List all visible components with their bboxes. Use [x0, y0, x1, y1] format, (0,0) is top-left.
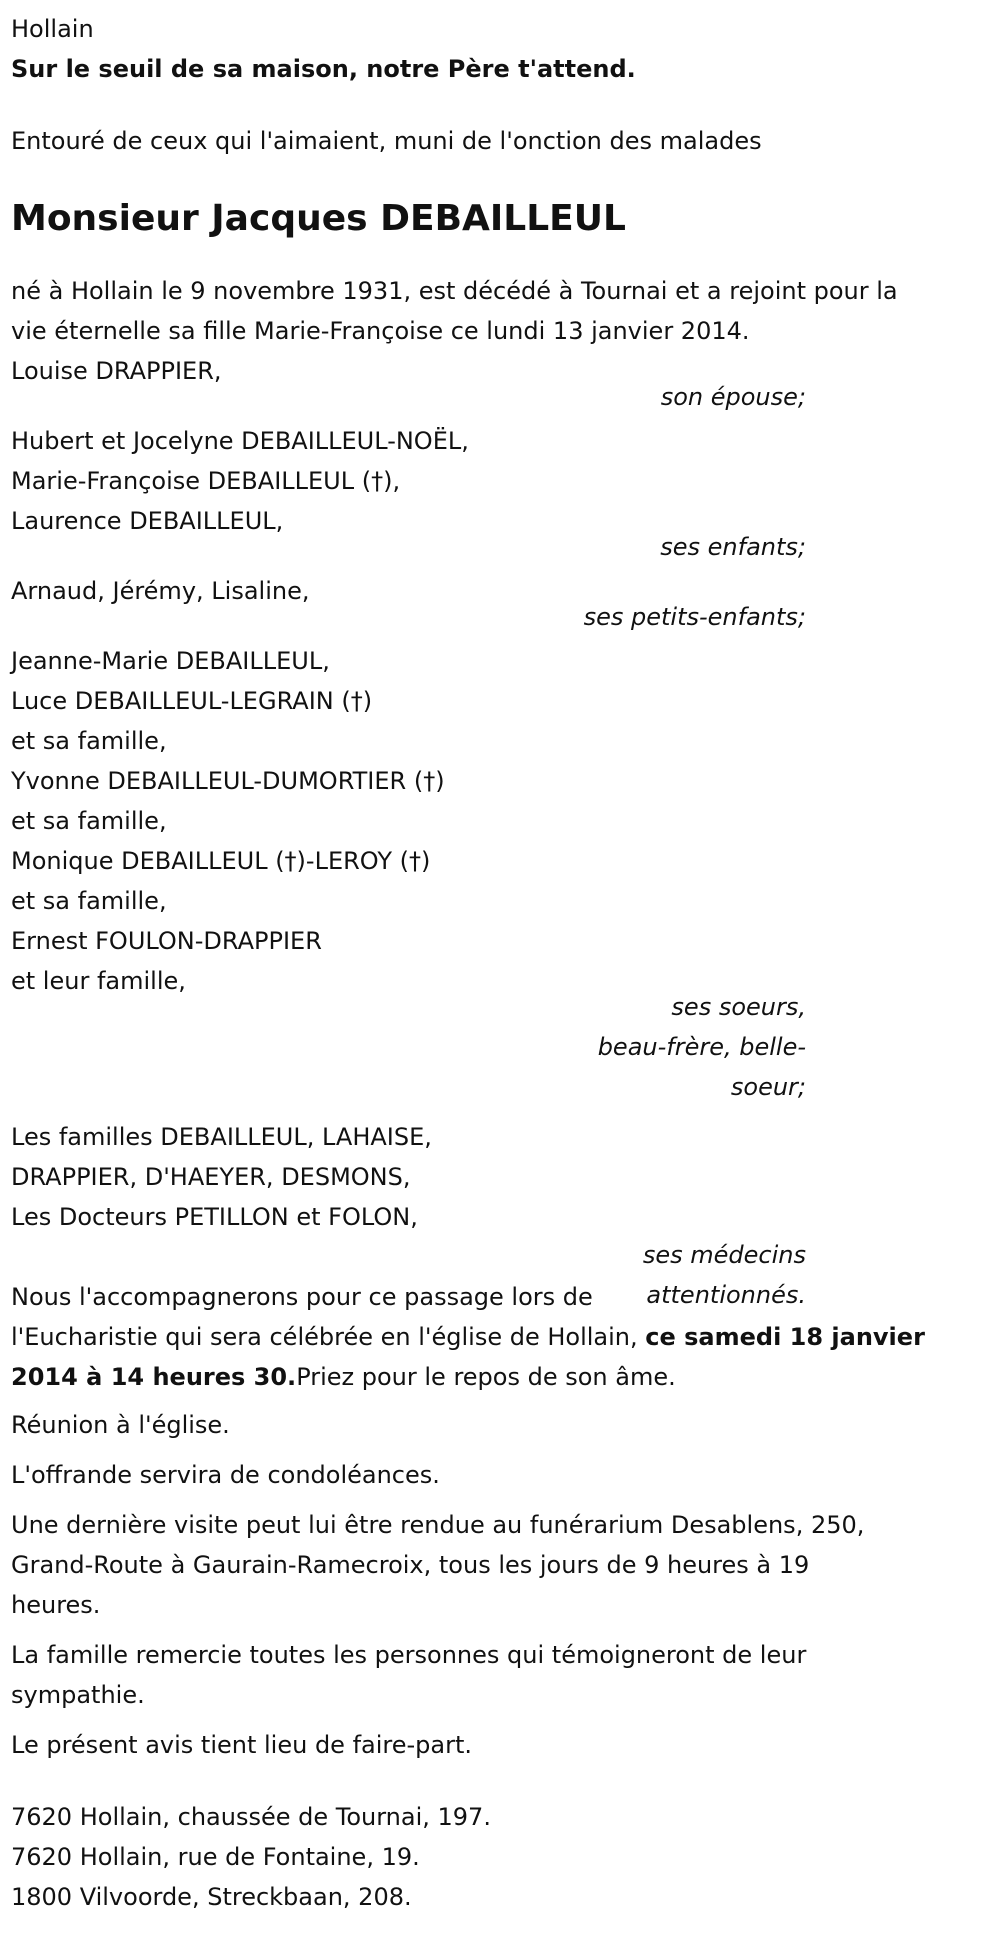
child-name: Marie-Françoise DEBAILLEUL (†),: [11, 467, 401, 495]
sibling-line: Ernest FOULON-DRAPPIER: [11, 927, 322, 955]
thanks: [11, 1635, 806, 1715]
ceremony-time: 2014 à 14 heures 30.: [11, 1363, 297, 1391]
grandchildren-names: Arnaud, Jérémy, Lisaline,: [11, 577, 310, 605]
siblings-role-line: ses soeurs,: [671, 993, 806, 1021]
ceremony-line-2: [11, 1317, 925, 1357]
ceremony-section: [11, 1237, 925, 1397]
addresses: [11, 1797, 806, 1917]
spouse-role: son épouse;: [660, 383, 806, 411]
thanks-line: La famille remercie toutes les personnes qui témoigneront de leur: [11, 1641, 807, 1669]
sibling-line: et sa famille,: [11, 727, 167, 755]
visit-line: heures.: [11, 1591, 101, 1619]
sibling-line: Jeanne-Marie DEBAILLEUL,: [11, 647, 330, 675]
grandchildren-role: ses petits-enfants;: [583, 603, 806, 631]
birth-line-1: né à Hollain le 9 novembre 1931, est décédé à Tournai et a rejoint pour la: [11, 277, 898, 305]
children-section: [11, 421, 806, 567]
location: Hollain: [11, 15, 94, 43]
sibling-line: et leur famille,: [11, 967, 186, 995]
siblings-section: [11, 641, 806, 1107]
sibling-line: et sa famille,: [11, 807, 167, 835]
families-role-line: attentionnés.: [646, 1281, 806, 1309]
ceremony-date: ce samedi 18 janvier: [645, 1323, 925, 1351]
family-line: DRAPPIER, D'HAEYER, DESMONS,: [11, 1163, 411, 1191]
visit-line: Grand-Route à Gaurain-Ramecroix, tous les jours de 9 heures à 19: [11, 1551, 810, 1579]
spouse-section: [11, 351, 806, 417]
ceremony-prayer: Priez pour le repos de son âme.: [296, 1363, 676, 1391]
birth-line-2: vie éternelle sa fille Marie-Françoise ce lundi 13 janvier 2014.: [11, 317, 750, 345]
offrande: L'offrande servira de condoléances.: [11, 1461, 440, 1489]
visit-info: [11, 1505, 865, 1625]
address-line: 1800 Vilvoorde, Streckbaan, 208.: [11, 1883, 412, 1911]
sibling-line: Yvonne DEBAILLEUL-DUMORTIER (†): [11, 767, 445, 795]
sibling-line: Luce DEBAILLEUL-LEGRAIN (†): [11, 687, 373, 715]
families-role-line: ses médecins: [642, 1241, 806, 1269]
siblings-role-line: soeur;: [730, 1073, 806, 1101]
notice: Le présent avis tient lieu de faire-part.: [11, 1731, 473, 1759]
grandchildren-section: [11, 571, 806, 637]
reunion: Réunion à l'église.: [11, 1411, 230, 1439]
child-name: Laurence DEBAILLEUL,: [11, 507, 284, 535]
address-line: 7620 Hollain, chaussée de Tournai, 197.: [11, 1803, 491, 1831]
intro: Entouré de ceux qui l'aimaient, muni de l'onction des malades: [11, 127, 762, 155]
siblings-role: [586, 987, 806, 1107]
family-line: Les Docteurs PETILLON et FOLON,: [11, 1203, 418, 1231]
ceremony-text: l'Eucharistie qui sera célébrée en l'église de Hollain,: [11, 1323, 646, 1351]
deceased-name: Monsieur Jacques DEBAILLEUL: [11, 198, 626, 239]
families-section: [11, 1117, 806, 1237]
families-role: [606, 1235, 806, 1315]
ceremony-line-1: Nous l'accompagnerons pour ce passage lors de: [11, 1283, 593, 1311]
spouse-name: Louise DRAPPIER,: [11, 357, 222, 385]
thanks-line: sympathie.: [11, 1681, 145, 1709]
ceremony-line-3: [11, 1357, 806, 1397]
siblings-role-line: beau-frère, belle-: [597, 1033, 806, 1061]
child-name: Hubert et Jocelyne DEBAILLEUL-NOËL,: [11, 427, 469, 455]
quote: Sur le seuil de sa maison, notre Père t'attend.: [11, 55, 636, 83]
family-line: Les familles DEBAILLEUL, LAHAISE,: [11, 1123, 432, 1151]
sibling-line: Monique DEBAILLEUL (†)-LEROY (†): [11, 847, 431, 875]
sibling-line: et sa famille,: [11, 887, 167, 915]
address-line: 7620 Hollain, rue de Fontaine, 19.: [11, 1843, 420, 1871]
visit-line: Une dernière visite peut lui être rendue au funérarium Desablens, 250,: [11, 1511, 865, 1539]
children-role: ses enfants;: [660, 533, 806, 561]
